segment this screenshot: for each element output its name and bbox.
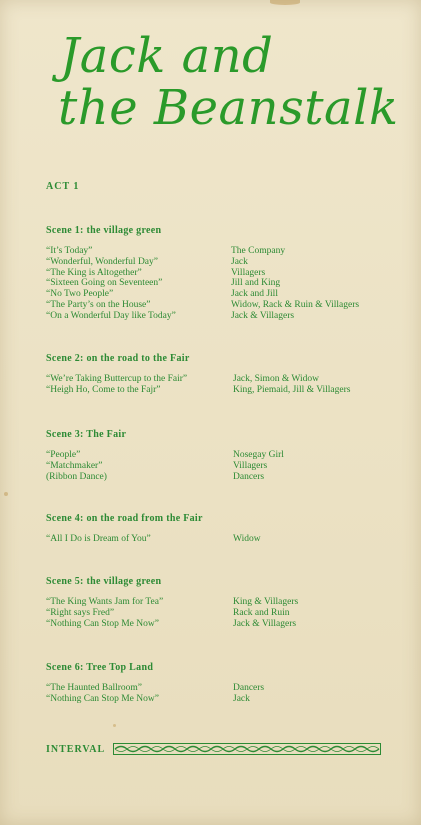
song-title: “The Party’s on the House” [46,299,151,310]
song-title: “The King Wants Jam for Tea” [46,597,164,607]
scene-title: Scene 1: the village green [46,225,162,236]
scene-title: Scene 2: on the road to the Fair [46,353,190,364]
performer: Rack and Ruin [233,607,290,618]
song-row [46,246,406,257]
song-title: “Right says Fred” [46,607,115,618]
song-row [46,694,406,705]
song-row [46,461,406,472]
performer: Widow [233,534,261,544]
song-row [46,472,406,483]
song-title: “Nothing Can Stop Me Now” [46,618,159,629]
song-row [46,534,406,545]
scene-title: Scene 4: on the road from the Fair [46,513,203,524]
song-title: “We’re Taking Buttercup to the Fair” [46,374,188,384]
song-title: (Ribbon Dance) [46,471,107,482]
performer: The Company [231,246,286,256]
song-row [46,300,406,311]
paper-stain [4,492,8,496]
performer: Jack, Simon & Widow [233,374,319,384]
scene-4 [46,513,406,545]
scene-5 [46,576,406,629]
song-row [46,289,406,300]
scene-title: Scene 5: the village green [46,576,162,587]
scene-3 [46,429,406,482]
song-row [46,619,406,630]
performer: King, Piemaid, Jill & Villagers [233,384,351,395]
performer: Jack and Jill [231,289,278,300]
performer: Dancers [233,683,265,693]
page-title [60,30,399,134]
scene-1 [46,225,406,322]
performer: Jack & Villagers [231,310,295,321]
performer: Jack [231,256,248,267]
paper-stain [270,0,300,5]
performer: Jill and King [231,278,281,289]
song-title: “Wonderful, Wonderful Day” [46,256,158,267]
song-row [46,374,406,385]
title-line-1: Jack and [60,28,274,84]
scene-2 [46,353,406,396]
song-title: “Matchmaker” [46,460,103,471]
song-title: “The King is Altogether” [46,267,142,278]
song-row [46,683,406,694]
scene-title: Scene 6: Tree Top Land [46,662,154,673]
song-row [46,257,406,268]
song-row [46,278,406,289]
song-title: “All I Do is Dream of You” [46,534,151,544]
title-line-2: the Beanstalk [58,80,399,136]
performer: Villagers [231,267,266,278]
song-row [46,385,406,396]
song-title: “On a Wonderful Day like Today” [46,310,176,321]
act-heading: ACT 1 [46,181,80,192]
performer: Jack [233,693,250,704]
song-title: “The Haunted Ballroom” [46,683,143,693]
performer: Widow, Rack & Ruin & Villagers [231,299,360,310]
performer: Jack & Villagers [233,618,297,629]
song-title: “Heigh Ho, Come to the Fajr” [46,384,161,395]
song-title: “It’s Today” [46,246,93,256]
decorative-border [113,743,381,755]
performer: King & Villagers [233,597,299,607]
song-title: “Sixteen Going on Seventeen” [46,278,163,289]
performer: Villagers [233,460,268,471]
song-title: “People” [46,450,81,460]
song-row [46,608,406,619]
song-row [46,450,406,461]
performer: Nosegay Girl [233,450,284,460]
song-title: “Nothing Can Stop Me Now” [46,693,159,704]
song-row [46,311,406,322]
paper-stain [113,724,116,727]
song-row [46,268,406,279]
song-row [46,597,406,608]
scene-6 [46,662,406,705]
performer: Dancers [233,471,265,482]
song-title: “No Two People” [46,289,114,300]
scene-title: Scene 3: The Fair [46,429,127,440]
interval-label: INTERVAL [46,744,106,755]
